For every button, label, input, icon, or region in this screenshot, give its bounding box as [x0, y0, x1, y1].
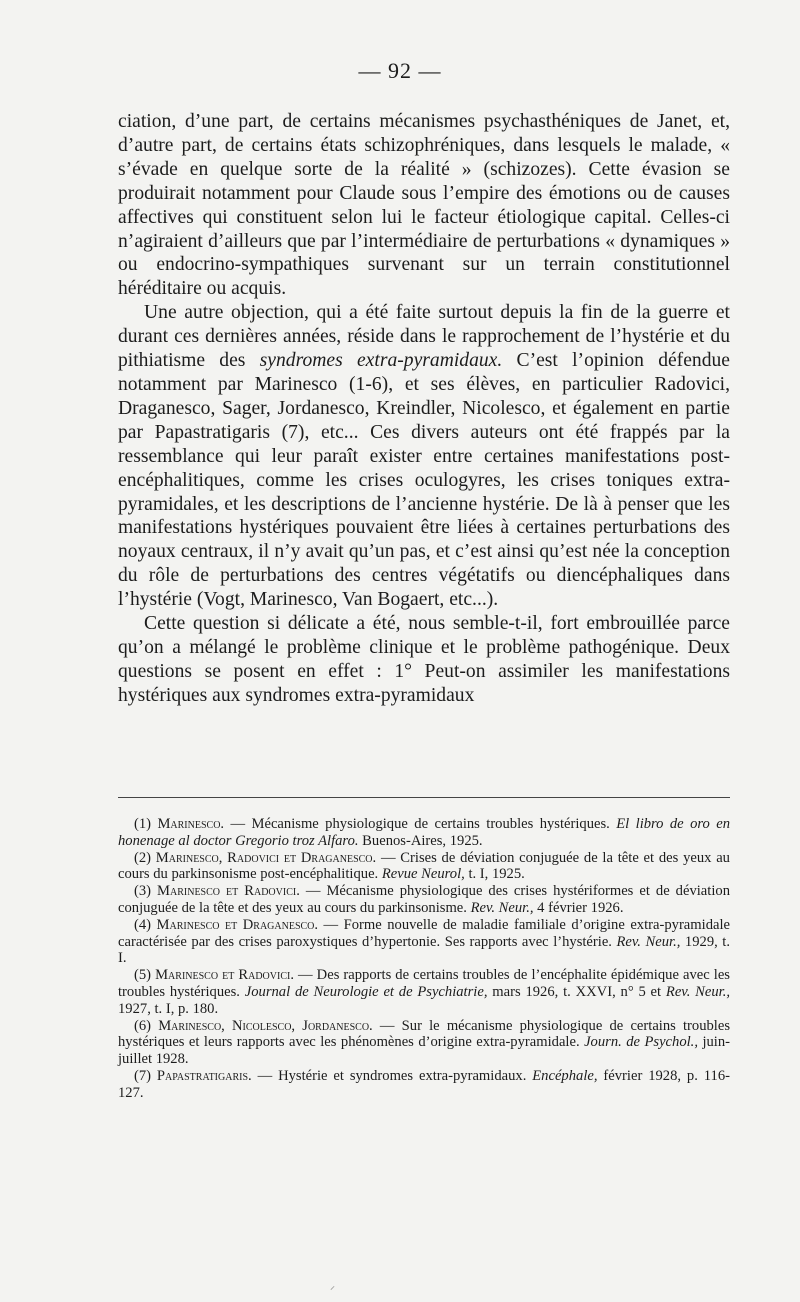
author-names: Marinesco et Radovici. [157, 883, 300, 900]
text-segment: Cette question si délicate a été, nous semble-t-il, fort embrouillée parce qu’on a mélangé le problème clinique et le problème pathogénique. Deux questions se posent en effet : 1° Peut-on assimiler les manifestations hystériques aux syndromes extra-pyramidaux [118, 613, 730, 706]
paragraph [118, 110, 730, 301]
text-segment: — Hystérie et syndromes extra-pyramidaux. [251, 1067, 533, 1084]
text-segment: (4) [134, 916, 157, 933]
author-names: Marinesco, Nicolesco, Jordanesco. [158, 1017, 373, 1034]
text-segment: — Mécanisme physiologique de certains troubles hystériques. [224, 816, 617, 832]
paragraph [118, 301, 730, 612]
author-names: Marinesco et Radovici. [155, 967, 294, 984]
text-segment: ciation, d’une part, de certains mécanismes psychasthéniques de Janet, et, d’autre part, de certains états schizophréniques, dans lesquels le malade, « s’évade en quelque sorte de la réalité » (schizozes). Cette évasion se produirait notamment pour Claude sous l’empire des émotions ou de causes affectives qui constituent selon lui le facteur étiologique capital. Celles-ci n’agiraient d’ailleurs que par l’intermédiaire de perturbations « dynamiques » ou endocrino-sympathiques survenant sur un terrain constitutionnel héréditaire ou acquis. [118, 111, 730, 300]
footnote [118, 850, 730, 884]
author-names: Marinesco et Draganesco. [156, 916, 319, 933]
italic-text: Rev. Neur., [665, 983, 731, 1000]
text-segment: Une autre objection, qui a été faite surtout depuis la fin de la guerre et durant ces dernières années, réside dans le rapprochement de l’hystérie et du pithiatisme des [118, 302, 730, 372]
body-text [118, 110, 730, 708]
text-segment: (3) [134, 883, 158, 900]
footnote [118, 967, 730, 1017]
text-segment: 1927, t. I, p. 180. [118, 1000, 219, 1017]
footnote [118, 1018, 730, 1068]
text-segment: 1929, t. I. [118, 933, 731, 967]
page-number: — 92 — [358, 58, 442, 83]
text-segment: (1) [134, 816, 158, 832]
text-segment: (7) [134, 1067, 157, 1084]
footnote [118, 883, 730, 917]
italic-text: syndromes extra-pyramidaux. [259, 350, 503, 372]
text-segment: (2) [134, 849, 156, 866]
text-segment: — Crises de déviation conjuguée de la tête et des yeux au cours du parkinsonisme post-encéphalitique. [118, 849, 730, 883]
text-segment: mars 1926, t. XXVI, n° 5 et [487, 983, 666, 1000]
text-segment: février 1928, p. 116-127. [118, 1067, 730, 1101]
text-segment: (6) [134, 1017, 159, 1034]
italic-text: El libro de oro en honenage al doctor Gregorio troz Alfaro. [118, 816, 730, 849]
text-segment: Buenos-Aires, 1925. [358, 832, 483, 849]
footnotes [118, 816, 730, 1102]
footnote [118, 816, 730, 850]
text-segment: — Forme nouvelle de maladie familiale d’origine extra-pyramidale caractérisée par des crises paroxystiques d’hypertonie. Ses rapports avec l’hystérie. [118, 916, 731, 950]
italic-text: Revue Neurol, [381, 866, 465, 883]
text-segment: t. I, 1925. [464, 866, 525, 883]
author-names: Marinesco, Radovici et Draganesco. [155, 849, 377, 866]
italic-text: Encéphale, [532, 1067, 598, 1084]
text-segment: (5) [134, 967, 156, 984]
author-names: Marinesco. [157, 816, 225, 832]
author-names: Papastratigaris. [156, 1067, 252, 1084]
paragraph [118, 612, 730, 708]
text-segment: 4 février 1926. [533, 899, 624, 916]
footnote-separator [118, 797, 730, 798]
text-segment: C’est l’opinion défendue notamment par Marinesco (1-6), et ses élèves, en particulier Radovici, Draganesco, Sager, Jordanesco, Kreindler, Nicolesco, et également en partie par Papastratigaris (7), etc... Ces divers auteurs ont été frappés par la ressemblance qui leur paraît exister entre certaines manifestations post-encéphalitiques, comme les crises oculogyres, les crises toniques extra-pyramidales, et les descriptions de l’ancienne hystérie. De là à penser que les manifestations hystériques pouvaient être liées à certaines perturbations des noyaux centraux, il n’y avait qu’un pas, et c’est ainsi qu’est née la conception du rôle de perturbations des centres végétatifs ou diencéphaliques dans l’hystérie (Vogt, Marinesco, Van Bogaert, etc...). [118, 350, 730, 611]
text-segment: — Des rapports de certains troubles de l’encéphalite épidémique avec les troubles hystériques. [118, 967, 730, 1000]
stray-mark: ⸝ [330, 1281, 335, 1292]
italic-text: Rev. Neur., [616, 933, 681, 950]
footnote [118, 917, 730, 967]
footnote [118, 1068, 730, 1102]
text-segment: — Sur le mécanisme physiologique de certains troubles hystériques et leurs rapports avec les phénomènes d’origine extra-pyramidale. [118, 1017, 731, 1051]
italic-text: Journ. de Psychol., [584, 1034, 698, 1051]
italic-text: Rev. Neur., [470, 899, 534, 916]
text-segment: — Mécanisme physiologique des crises hystériformes et de déviation conjuguée de la tête et des yeux au cours du parkinsonisme. [118, 883, 730, 916]
text-segment: juin-juillet 1928. [118, 1034, 731, 1068]
italic-text: Journal de Neurologie et de Psychiatrie, [244, 983, 488, 1000]
